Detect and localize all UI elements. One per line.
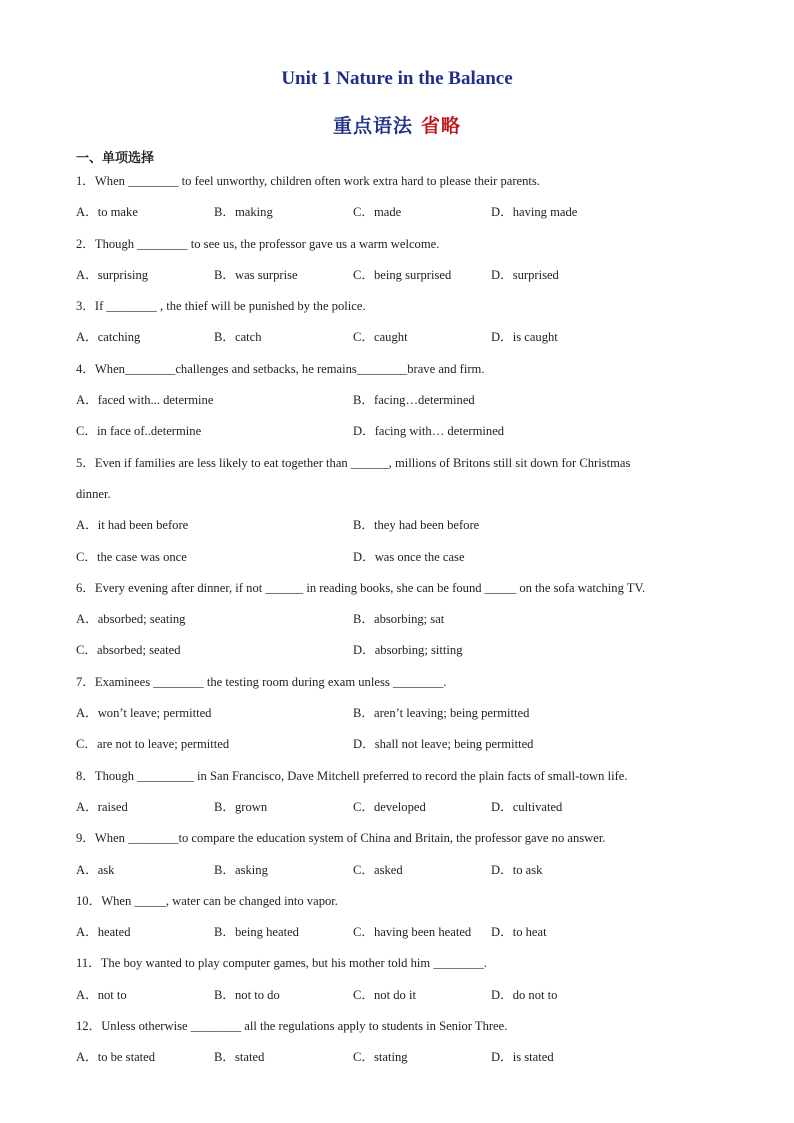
- option-d: D．shall not leave; being permitted: [353, 737, 534, 752]
- question-stem: [76, 578, 726, 609]
- question-stem: [76, 296, 726, 327]
- option-c: C．absorbed; seated: [76, 643, 181, 658]
- options-row: [76, 1047, 726, 1078]
- option-a: A．won’t leave; permitted: [76, 706, 212, 721]
- question-stem: [76, 891, 726, 922]
- option-c: C．asked: [353, 862, 403, 877]
- option-b: B．facing…determined: [353, 393, 475, 408]
- question-stem-text: 4．When________challenges and setbacks, he remains________brave and firm.: [76, 361, 485, 376]
- question-item: [76, 296, 726, 359]
- option-c: C．made: [353, 205, 402, 220]
- question-stem: [76, 453, 726, 484]
- option-d: D．surprised: [491, 267, 559, 282]
- option-b: B．grown: [214, 799, 268, 814]
- question-stem-continuation: dinner.: [76, 486, 111, 501]
- option-d: D．to ask: [491, 862, 543, 877]
- question-stem-text: 11．The boy wanted to play computer games, but his mother told him ________.: [76, 956, 487, 971]
- question-stem-text: 1．When ________ to feel unworthy, children often work extra hard to please their parents.: [76, 174, 540, 188]
- question-item: [76, 1016, 726, 1079]
- options-row: [76, 860, 726, 891]
- option-c: C．stating: [353, 1050, 408, 1065]
- option-b: B．was surprise: [214, 267, 298, 282]
- question-stem-text: 3．If ________ , the thief will be punished by the police.: [76, 299, 366, 314]
- option-a: A．heated: [76, 925, 131, 940]
- question-stem: [76, 766, 726, 797]
- options-row: [76, 609, 726, 640]
- option-d: D．having made: [491, 205, 578, 220]
- option-c: C．developed: [353, 799, 426, 814]
- options-row: [76, 421, 726, 452]
- option-b: B．asking: [214, 862, 268, 877]
- option-b: B．catch: [214, 330, 262, 345]
- option-d: D．is caught: [491, 330, 558, 345]
- option-d: D．do not to: [491, 987, 558, 1002]
- option-a: A．to be stated: [76, 1050, 156, 1065]
- option-d: D．facing with… determined: [353, 424, 505, 439]
- options-row: [76, 734, 726, 765]
- option-d: D．is stated: [491, 1050, 554, 1065]
- option-a: A．surprising: [76, 267, 149, 282]
- option-b: B．stated: [214, 1050, 265, 1065]
- question-item: [76, 766, 726, 829]
- question-list: [76, 171, 726, 1079]
- option-d: D．was once the case: [353, 549, 465, 564]
- option-a: A．it had been before: [76, 518, 189, 533]
- option-c: C．in face of..determine: [76, 424, 202, 439]
- option-a: A．ask: [76, 862, 115, 877]
- option-a: A．catching: [76, 330, 141, 345]
- question-item: [76, 234, 726, 297]
- question-stem: [76, 672, 726, 703]
- question-stem: [76, 953, 726, 984]
- question-stem-text: 2．Though ________ to see us, the professor gave us a warm welcome.: [76, 236, 440, 251]
- question-stem: [76, 828, 726, 859]
- question-item: [76, 453, 726, 578]
- question-stem-text: 5．Even if families are less likely to eat together than ______, millions of Britons still sit down for Christmas: [76, 455, 631, 470]
- option-d: D．absorbing; sitting: [353, 643, 463, 658]
- question-item: [76, 891, 726, 954]
- question-stem-text: 7．Examinees ________ the testing room during exam unless ________.: [76, 674, 447, 689]
- option-d: D．to heat: [491, 925, 547, 940]
- option-a: A．absorbed; seating: [76, 612, 186, 627]
- option-b: B．making: [214, 205, 273, 220]
- option-a: A．faced with... determine: [76, 393, 214, 408]
- options-row: [76, 515, 726, 546]
- section-heading: 一、单项选择: [76, 150, 155, 165]
- options-row: [76, 390, 726, 421]
- document-subtitle: [0, 111, 794, 138]
- option-c: C．having been heated: [353, 925, 472, 940]
- options-row: [76, 922, 726, 953]
- question-stem-text: 12．Unless otherwise ________ all the regulations apply to students in Senior Three.: [76, 1019, 508, 1034]
- options-row: [76, 547, 726, 578]
- question-stem-text: 6．Every evening after dinner, if not ______ in reading books, she can be found _____ on the sofa watching TV.: [76, 580, 646, 595]
- option-b: B．being heated: [214, 925, 299, 940]
- option-d: D．cultivated: [491, 799, 563, 814]
- question-item: [76, 953, 726, 1016]
- option-a: A．raised: [76, 799, 128, 814]
- options-row: [76, 703, 726, 734]
- question-stem-text: 10．When _____, water can be changed into vapor.: [76, 893, 338, 908]
- question-stem-text: 8．Though _________ in San Francisco, Dave Mitchell preferred to record the plain facts of small-town life.: [76, 768, 628, 783]
- option-c: C．being surprised: [353, 267, 452, 282]
- option-c: C．not do it: [353, 987, 416, 1002]
- options-row: [76, 265, 726, 296]
- question-item: [76, 828, 726, 891]
- question-stem: [76, 1016, 726, 1047]
- options-row: [76, 985, 726, 1016]
- document-title: Unit 1 Nature in the Balance: [281, 68, 513, 89]
- option-b: B．aren’t leaving; being permitted: [353, 706, 530, 721]
- question-item: [76, 171, 726, 234]
- subtitle-highlight: 省略: [421, 116, 462, 137]
- option-c: C．caught: [353, 330, 408, 345]
- options-row: [76, 202, 726, 233]
- option-c: C．the case was once: [76, 549, 187, 564]
- option-b: B．not to do: [214, 987, 280, 1002]
- option-b: B．they had been before: [353, 518, 480, 533]
- option-c: C．are not to leave; permitted: [76, 737, 230, 752]
- option-a: A．to make: [76, 205, 138, 220]
- options-row: [76, 797, 726, 828]
- question-item: [76, 359, 726, 453]
- question-stem-text: 9．When ________to compare the education system of China and Britain, the professor gave no answer.: [76, 831, 606, 846]
- subtitle-main: 重点语法: [332, 116, 413, 137]
- question-item: [76, 578, 726, 672]
- option-a: A．not to: [76, 987, 127, 1002]
- options-row: [76, 327, 726, 358]
- question-item: [76, 672, 726, 766]
- question-stem: [76, 234, 726, 265]
- option-b: B．absorbing; sat: [353, 612, 445, 627]
- question-stem: [76, 359, 726, 390]
- question-stem: [76, 171, 726, 202]
- options-row: [76, 640, 726, 671]
